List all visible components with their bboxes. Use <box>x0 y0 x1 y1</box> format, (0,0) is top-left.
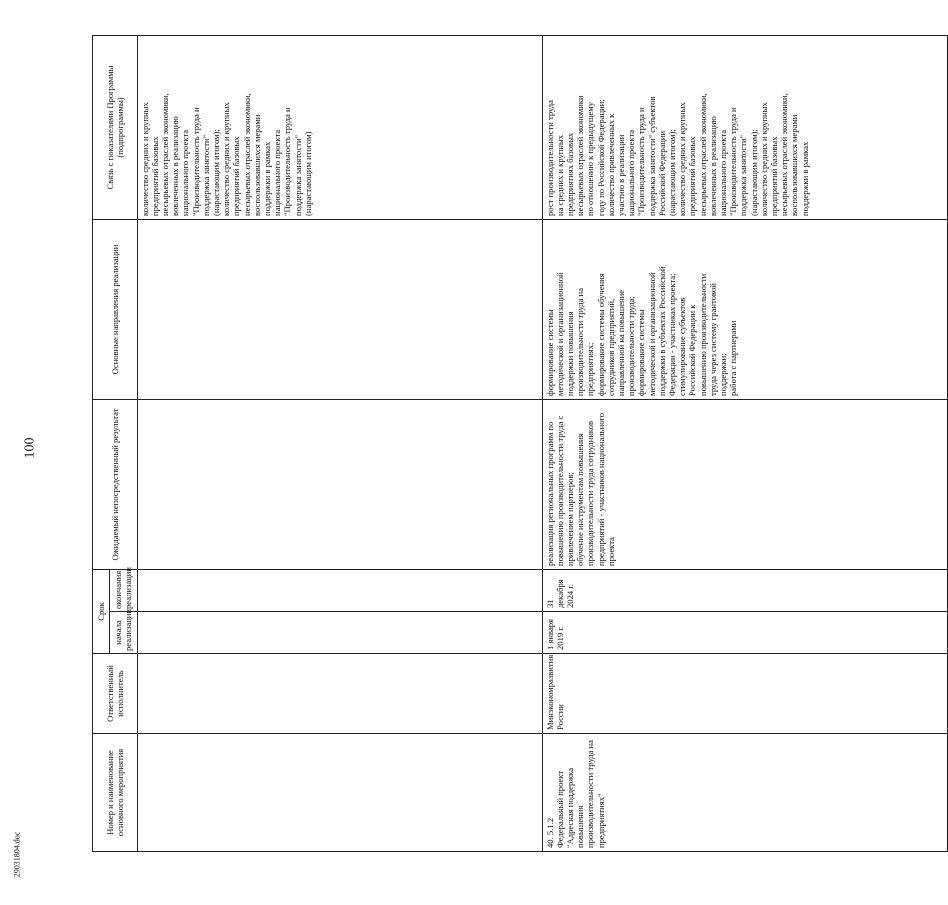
row-name: 5.1.2 Федеральный проект "Адресная поддержка повышения производительности труда на предприятиях" <box>544 740 606 848</box>
table-row-40 <box>542 35 947 851</box>
cell-end: 31 декабря 2024 г. <box>542 569 947 611</box>
document-id: 29031804.doc <box>12 831 22 878</box>
header-number-name: Номер и наименование основного мероприятия <box>93 734 138 852</box>
cell-number-name <box>542 734 947 852</box>
activities-table <box>92 35 948 852</box>
row-number: 40. <box>544 837 555 848</box>
header-term-end: окончания реализации <box>110 569 137 611</box>
cell-expected-result: реализация региональных программ по повышению производительности труда с привлечением партнеров; обучение инструментам повышения производительности труда сотрудников предприятий - участников национального проекта <box>542 399 947 569</box>
cell-link-continuation: количество средних и крупных предприятий базовых несырьевых отраслей экономики, вовлеченных в реализацию национального проекта "Производительность труда и поддержка занятости" (нарастающим итогом); количество средних и крупных предприятий базовых несырьевых отраслей экономики, воспользовавшихся мерами поддержки в рамках национального проекта "Производительность труда и поддержка занятости" (нарастающим итогом) <box>137 35 542 219</box>
header-expected-result: Ожидаемый непосредственный результат <box>93 399 138 569</box>
cell-start: 1 января 2019 г. <box>542 612 947 654</box>
header-responsible: Ответственный исполнитель <box>93 654 138 734</box>
table-row-continuation <box>137 35 542 851</box>
rotated-table-container <box>92 36 810 852</box>
header-term-start: начала реализации <box>110 612 137 654</box>
cell-link: рост производительности труда на средних и крупных предприятиях базовых несырьевых отраслей экономики по отношению к предыдущему году по Российской Федерации; количество привлеченных к участию в реализации национального проекта "Производительность труда и поддержка занятости" субъектов Российской Федерации (нарастающим итогом); количество средних и крупных предприятий базовых несырьевых отраслей экономики, вовлеченных в реализацию национального проекта "Производительность труда и поддержка занятости" (нарастающим итогом); количество средних и крупных предприятий базовых несырьевых отраслей экономики, воспользовавшихся мерами поддержки в рамках <box>542 35 947 219</box>
cell-directions: формирование системы методической и организационной поддержки повышения производительности труда на предприятиях; формирование системы обучения сотрудников предприятий, направленной на повышение производительности труда; формирование системы методической и организационной поддержки в субъектах Российской Федерации - участниках проекта; стимулирование субъектов Российской Федерации к повышению производительности труда через систему грантовой поддержки; работа с партнерами <box>542 219 947 399</box>
header-directions: Основные направления реализации <box>93 219 138 399</box>
cell-responsible: Минэкономразвития России <box>542 654 947 734</box>
header-link: Связь с показателями Программы (подпрограммы) <box>93 35 138 219</box>
header-term: Срок <box>93 569 110 653</box>
page-number: 100 <box>22 437 38 459</box>
